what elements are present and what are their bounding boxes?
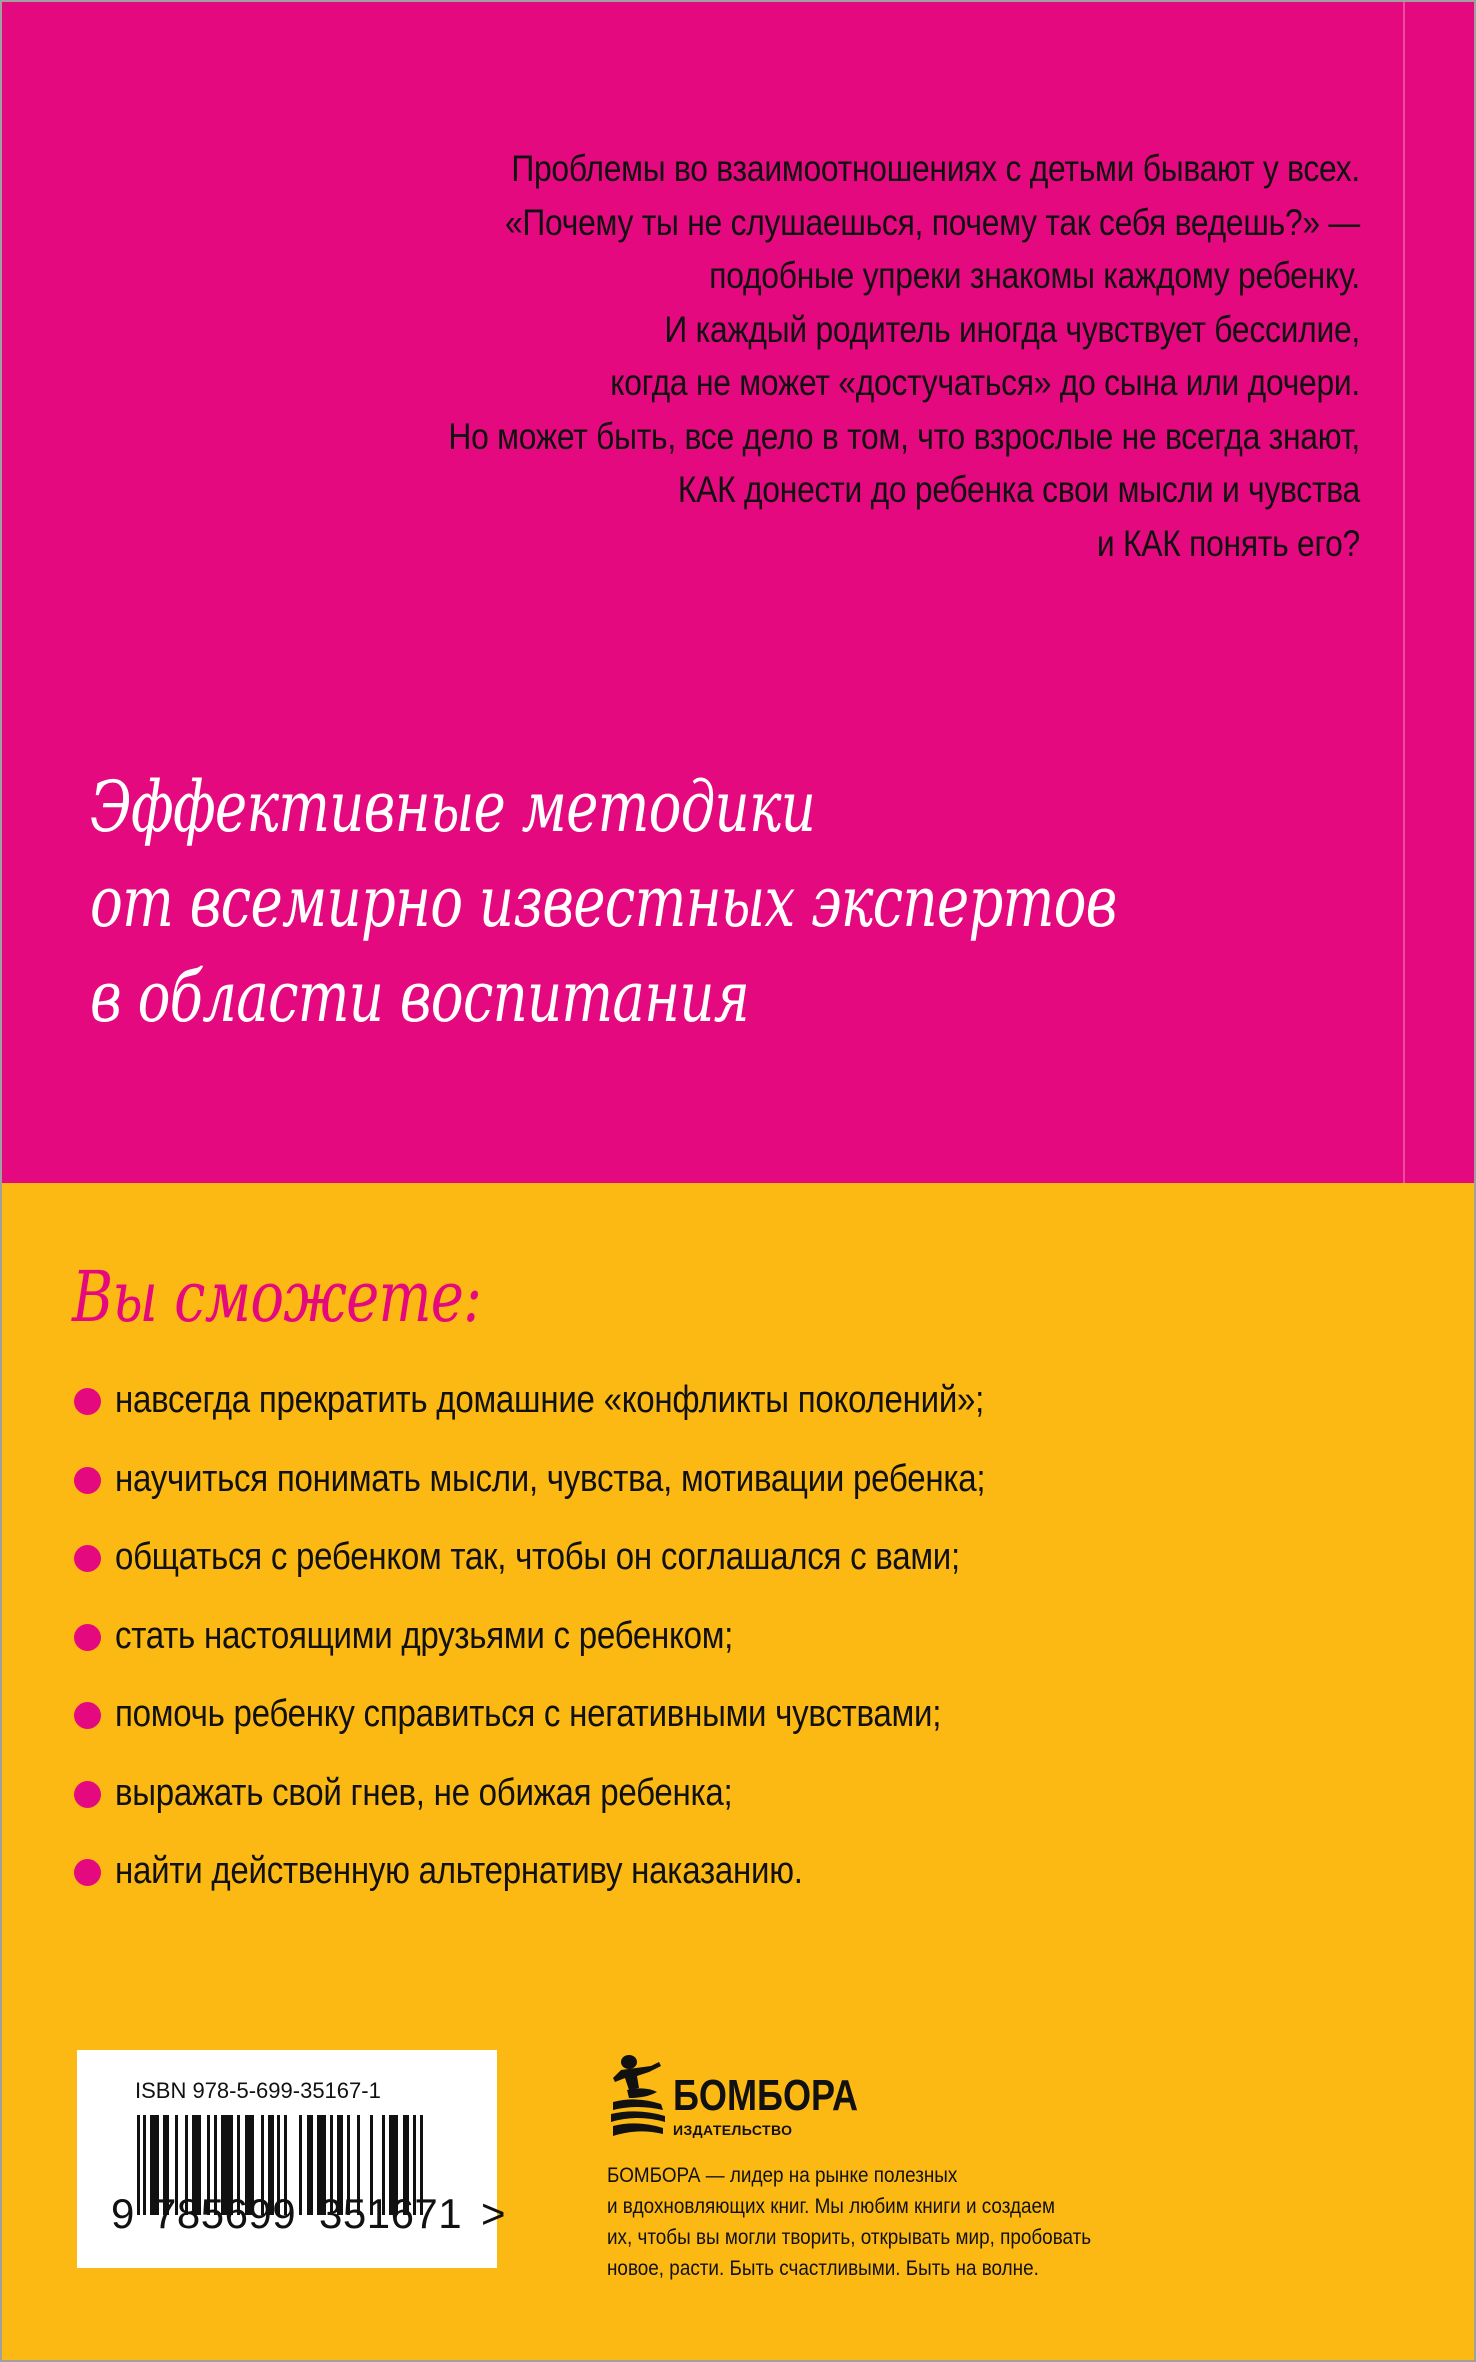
list-item bbox=[74, 1610, 1115, 1689]
publisher-description bbox=[607, 2160, 1091, 2284]
benefit-text: помочь ребенку справиться с негативными чувствами; bbox=[115, 1693, 942, 1735]
bullet-dot-icon bbox=[74, 1624, 101, 1651]
spine-fold-line bbox=[1403, 2, 1405, 1183]
book-back-cover bbox=[2, 2, 1474, 2360]
logo-wordmark bbox=[673, 2071, 899, 2138]
headline-line: от всемирно известных экспертов bbox=[90, 861, 1117, 943]
headline bbox=[90, 760, 1117, 1045]
isbn-label: ISBN 978-5-699-35167-1 bbox=[135, 2078, 381, 2103]
description-line: новое, расти. Быть счастливыми. Быть на волне. bbox=[607, 2257, 1039, 2280]
bullet-dot-icon bbox=[74, 1702, 101, 1729]
list-item bbox=[74, 1453, 1115, 1532]
publisher-name: БОМБОРА bbox=[673, 2071, 858, 2120]
barcode-digits-right: 351671 bbox=[319, 2190, 463, 2237]
benefit-text: стать настоящими друзьями с ребенком; bbox=[115, 1614, 734, 1657]
list-item bbox=[74, 1688, 1115, 1767]
bullet-dot-icon bbox=[74, 1781, 101, 1808]
barcode-quiet-zone-mark: > bbox=[481, 2190, 507, 2237]
benefit-text: найти действенную альтернативу наказанию. bbox=[115, 1850, 803, 1892]
benefit-text: навсегда прекратить домашние «конфликты поколений»; bbox=[115, 1379, 985, 1421]
benefit-text: научиться понимать мысли, чувства, мотивации ребенка; bbox=[115, 1457, 986, 1500]
list-item bbox=[74, 1374, 1115, 1453]
description-line: и вдохновляющих книг. Мы любим книги и создаем bbox=[607, 2195, 1056, 2218]
headline-line: Эффективные методики bbox=[90, 766, 816, 848]
bullet-dot-icon bbox=[74, 1467, 101, 1494]
intro-line: И каждый родитель иногда чувствует бессилие, bbox=[664, 308, 1360, 350]
publisher-subtitle: ИЗДАТЕЛЬСТВО bbox=[673, 2122, 793, 2138]
intro-line: Проблемы во взаимоотношениях с детьми бывают у всех. bbox=[511, 148, 1360, 189]
intro-paragraph bbox=[242, 142, 1360, 570]
publisher-logo bbox=[607, 2052, 1145, 2142]
barcode-digit-first: 9 bbox=[111, 2190, 135, 2237]
intro-line: и КАК понять его? bbox=[1096, 522, 1360, 564]
pink-top-panel bbox=[2, 2, 1474, 1183]
isbn-barcode bbox=[77, 2050, 507, 2268]
publisher-block bbox=[607, 2052, 1145, 2284]
benefit-text: выражать свой гнев, не обижая ребенка; bbox=[115, 1771, 733, 1814]
surfer-on-books-icon bbox=[607, 2052, 667, 2142]
bullet-dot-icon bbox=[74, 1859, 101, 1886]
description-line: БОМБОРА — лидер на рынке полезных bbox=[607, 2164, 958, 2187]
benefit-text: общаться с ребенком так, чтобы он соглашался с вами; bbox=[115, 1536, 960, 1578]
bullet-dot-icon bbox=[74, 1388, 101, 1415]
headline-line: в области воспитания bbox=[90, 956, 750, 1038]
benefits-title: Вы сможете: bbox=[72, 1256, 482, 1338]
description-line: их, чтобы вы могли творить, открывать мир, пробовать bbox=[607, 2226, 1092, 2249]
intro-line: Но может быть, все дело в том, что взрослые не всегда знают, bbox=[448, 415, 1360, 457]
benefits-list bbox=[74, 1374, 1115, 1924]
list-item bbox=[74, 1845, 1115, 1924]
intro-line: КАК донести до ребенка свои мысли и чувства bbox=[677, 469, 1360, 510]
intro-line: подобные упреки знакомы каждому ребенку. bbox=[709, 255, 1360, 296]
list-item bbox=[74, 1531, 1115, 1610]
intro-line: «Почему ты не слушаешься, почему так себя ведешь?» — bbox=[504, 201, 1360, 243]
intro-line: когда не может «достучаться» до сына или дочери. bbox=[610, 362, 1360, 403]
list-item bbox=[74, 1767, 1115, 1846]
bullet-dot-icon bbox=[74, 1545, 101, 1572]
barcode-digits bbox=[111, 2190, 506, 2238]
barcode-digits-left: 785699 bbox=[153, 2190, 297, 2237]
